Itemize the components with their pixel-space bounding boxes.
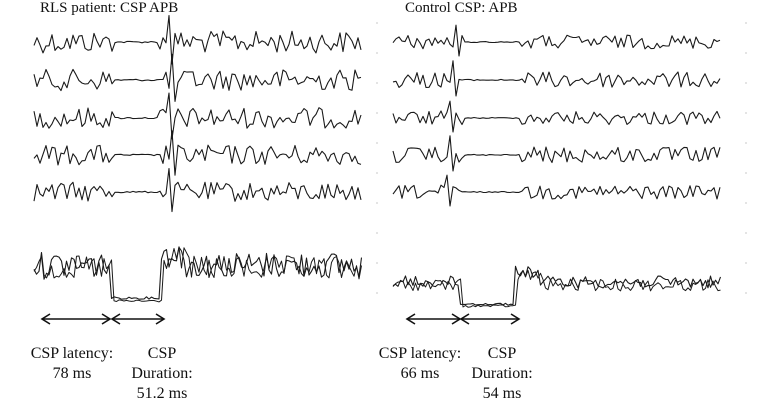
left-latency-value: 78 ms (52, 365, 92, 382)
left-raw-trace (34, 93, 361, 139)
right-duration-label-2: Duration: (471, 365, 533, 382)
left-emg-traces (34, 16, 362, 302)
left-rectified-trace (34, 247, 362, 299)
right-latency-value: 66 ms (400, 365, 440, 382)
left-latency-label: CSP latency: (30, 345, 114, 362)
right-rectified-trace (393, 266, 721, 305)
right-panel-title: Control CSP: APB (405, 0, 518, 16)
right-raw-trace (393, 101, 720, 132)
right-rectified-trace (393, 270, 721, 307)
left-duration-arrow (112, 314, 164, 324)
left-latency-arrow (42, 314, 110, 324)
right-raw-trace (393, 61, 720, 96)
left-raw-trace (34, 54, 361, 101)
right-duration-label-1: CSP (487, 345, 517, 362)
right-duration-value: 54 ms (482, 385, 522, 402)
right-emg-traces (393, 25, 721, 307)
right-latency-label: CSP latency: (378, 345, 462, 362)
right-raw-trace (393, 25, 720, 56)
left-duration-value: 51.2 ms (136, 385, 188, 402)
right-raw-trace (393, 175, 720, 206)
left-raw-trace (34, 169, 361, 212)
left-duration-label-2: Duration: (131, 365, 193, 382)
left-duration-label-1: CSP (147, 345, 177, 362)
right-latency-arrow (407, 314, 460, 324)
left-rectified-trace (34, 247, 362, 302)
left-raw-trace (34, 16, 361, 64)
left-panel-title: RLS patient: CSP APB (40, 0, 179, 16)
left-raw-trace (34, 131, 361, 175)
right-duration-arrow (461, 314, 519, 324)
right-raw-trace (393, 136, 720, 171)
